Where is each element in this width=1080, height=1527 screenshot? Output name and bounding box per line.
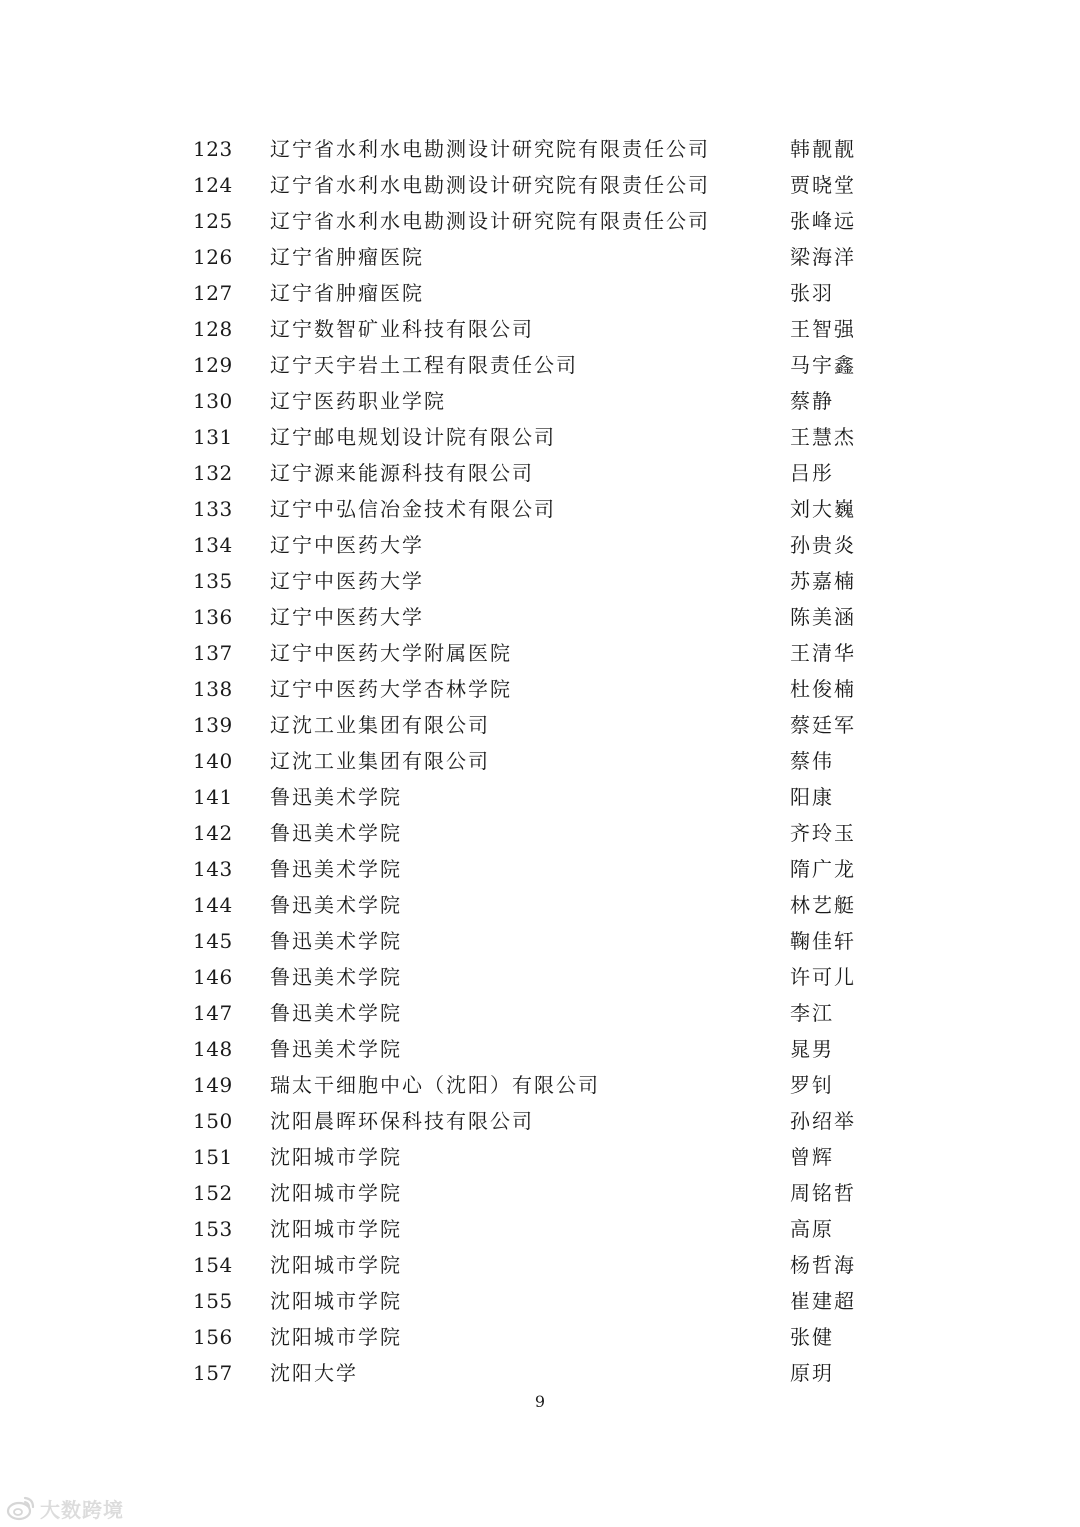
organization-name: 沈阳晨晖环保科技有限公司: [270, 1109, 534, 1133]
organization-name: 辽宁省肿瘤医院: [270, 281, 424, 305]
row-number: 146: [193, 965, 233, 989]
person-name: 王慧杰: [790, 425, 856, 449]
row-number: 154: [193, 1253, 233, 1277]
row-number: 147: [193, 1001, 233, 1025]
organization-name: 辽宁中医药大学: [270, 605, 424, 629]
organization-name: 辽宁中医药大学: [270, 569, 424, 593]
organization-name: 辽沈工业集团有限公司: [270, 713, 490, 737]
row-number: 135: [193, 569, 233, 593]
row-number: 152: [193, 1181, 233, 1205]
list-row: [0, 455, 1080, 491]
watermark-text: 大数跨境: [40, 1497, 124, 1522]
person-name: 梁海洋: [790, 245, 856, 269]
weibo-logo-icon: [6, 1495, 36, 1521]
person-name: 张健: [790, 1325, 834, 1349]
list-row: [0, 815, 1080, 851]
list-row: [0, 275, 1080, 311]
list-row: [0, 995, 1080, 1031]
list-row: [0, 923, 1080, 959]
person-name: 孙贵炎: [790, 533, 856, 557]
organization-name: 沈阳城市学院: [270, 1289, 402, 1313]
person-name: 阳康: [790, 785, 834, 809]
person-name: 鞠佳轩: [790, 929, 856, 953]
organization-name: 瑞太干细胞中心（沈阳）有限公司: [270, 1073, 600, 1097]
organization-name: 鲁迅美术学院: [270, 1001, 402, 1025]
row-number: 127: [193, 281, 233, 305]
row-number: 141: [193, 785, 233, 809]
organization-name: 辽沈工业集团有限公司: [270, 749, 490, 773]
person-name: 马宇鑫: [790, 353, 856, 377]
person-name: 林艺艇: [790, 893, 856, 917]
row-number: 151: [193, 1145, 233, 1169]
organization-name: 沈阳城市学院: [270, 1181, 402, 1205]
person-name: 张峰远: [790, 209, 856, 233]
organization-name: 辽宁源来能源科技有限公司: [270, 461, 534, 485]
list-row: [0, 1283, 1080, 1319]
person-name: 杨哲海: [790, 1253, 856, 1277]
row-number: 144: [193, 893, 233, 917]
list-row: [0, 1103, 1080, 1139]
row-number: 138: [193, 677, 233, 701]
list-row: [0, 167, 1080, 203]
row-number: 123: [193, 137, 233, 161]
list-row: [0, 1211, 1080, 1247]
row-number: 131: [193, 425, 233, 449]
person-name: 晁男: [790, 1037, 834, 1061]
organization-name: 辽宁医药职业学院: [270, 389, 446, 413]
organization-name: 辽宁中医药大学附属医院: [270, 641, 512, 665]
person-name: 罗钊: [790, 1073, 834, 1097]
list-row: [0, 887, 1080, 923]
organization-name: 辽宁中医药大学杏林学院: [270, 677, 512, 701]
list-row: [0, 527, 1080, 563]
list-row: [0, 383, 1080, 419]
person-name: 齐玲玉: [790, 821, 856, 845]
row-number: 134: [193, 533, 233, 557]
organization-name: 辽宁省水利水电勘测设计研究院有限责任公司: [270, 173, 710, 197]
row-number: 156: [193, 1325, 233, 1349]
person-name: 刘大巍: [790, 497, 856, 521]
person-name: 周铭哲: [790, 1181, 856, 1205]
organization-name: 沈阳城市学院: [270, 1145, 402, 1169]
person-name: 曾辉: [790, 1145, 834, 1169]
person-name: 吕彤: [790, 461, 834, 485]
row-number: 149: [193, 1073, 233, 1097]
list-row: [0, 239, 1080, 275]
person-name: 苏嘉楠: [790, 569, 856, 593]
organization-name: 辽宁中弘信冶金技术有限公司: [270, 497, 556, 521]
organization-name: 辽宁中医药大学: [270, 533, 424, 557]
organization-name: 辽宁邮电规划设计院有限公司: [270, 425, 556, 449]
watermark: [6, 1493, 124, 1523]
person-name: 贾晓堂: [790, 173, 856, 197]
organization-name: 鲁迅美术学院: [270, 929, 402, 953]
organization-name: 沈阳城市学院: [270, 1253, 402, 1277]
list-row: [0, 1175, 1080, 1211]
row-number: 133: [193, 497, 233, 521]
list-row: [0, 1355, 1080, 1391]
list-row: [0, 851, 1080, 887]
person-name: 隋广龙: [790, 857, 856, 881]
organization-name: 辽宁省水利水电勘测设计研究院有限责任公司: [270, 209, 710, 233]
row-number: 129: [193, 353, 233, 377]
list-row: [0, 1031, 1080, 1067]
list-row: [0, 131, 1080, 167]
organization-name: 沈阳城市学院: [270, 1217, 402, 1241]
row-number: 143: [193, 857, 233, 881]
person-name: 王清华: [790, 641, 856, 665]
organization-name: 辽宁数智矿业科技有限公司: [270, 317, 534, 341]
row-number: 155: [193, 1289, 233, 1313]
row-number: 126: [193, 245, 233, 269]
organization-name: 辽宁省肿瘤医院: [270, 245, 424, 269]
person-name: 陈美涵: [790, 605, 856, 629]
organization-name: 鲁迅美术学院: [270, 965, 402, 989]
list-row: [0, 635, 1080, 671]
row-number: 125: [193, 209, 233, 233]
person-name: 李江: [790, 1001, 834, 1025]
award-list: [0, 131, 1080, 1391]
organization-name: 辽宁省水利水电勘测设计研究院有限责任公司: [270, 137, 710, 161]
list-row: [0, 779, 1080, 815]
organization-name: 沈阳大学: [270, 1361, 358, 1385]
person-name: 蔡伟: [790, 749, 834, 773]
list-row: [0, 1247, 1080, 1283]
person-name: 崔建超: [790, 1289, 856, 1313]
row-number: 148: [193, 1037, 233, 1061]
page-number: 9: [534, 1392, 546, 1411]
row-number: 136: [193, 605, 233, 629]
list-row: [0, 1319, 1080, 1355]
row-number: 153: [193, 1217, 233, 1241]
row-number: 130: [193, 389, 233, 413]
person-name: 蔡廷军: [790, 713, 856, 737]
row-number: 140: [193, 749, 233, 773]
person-name: 原玥: [790, 1361, 834, 1385]
list-row: [0, 347, 1080, 383]
list-row: [0, 1139, 1080, 1175]
list-row: [0, 203, 1080, 239]
row-number: 157: [193, 1361, 233, 1385]
list-row: [0, 599, 1080, 635]
person-name: 张羽: [790, 281, 834, 305]
list-row: [0, 491, 1080, 527]
list-row: [0, 707, 1080, 743]
list-row: [0, 563, 1080, 599]
row-number: 128: [193, 317, 233, 341]
person-name: 孙绍举: [790, 1109, 856, 1133]
person-name: 许可儿: [790, 965, 856, 989]
list-row: [0, 959, 1080, 995]
row-number: 150: [193, 1109, 233, 1133]
person-name: 韩靓靓: [790, 137, 856, 161]
organization-name: 鲁迅美术学院: [270, 857, 402, 881]
person-name: 王智强: [790, 317, 856, 341]
row-number: 145: [193, 929, 233, 953]
organization-name: 辽宁天宇岩土工程有限责任公司: [270, 353, 578, 377]
row-number: 142: [193, 821, 233, 845]
person-name: 高原: [790, 1217, 834, 1241]
organization-name: 鲁迅美术学院: [270, 1037, 402, 1061]
row-number: 139: [193, 713, 233, 737]
organization-name: 鲁迅美术学院: [270, 785, 402, 809]
list-row: [0, 311, 1080, 347]
organization-name: 鲁迅美术学院: [270, 893, 402, 917]
list-row: [0, 671, 1080, 707]
person-name: 杜俊楠: [790, 677, 856, 701]
person-name: 蔡静: [790, 389, 834, 413]
list-row: [0, 743, 1080, 779]
list-row: [0, 419, 1080, 455]
list-row: [0, 1067, 1080, 1103]
row-number: 124: [193, 173, 233, 197]
row-number: 132: [193, 461, 233, 485]
row-number: 137: [193, 641, 233, 665]
organization-name: 鲁迅美术学院: [270, 821, 402, 845]
organization-name: 沈阳城市学院: [270, 1325, 402, 1349]
